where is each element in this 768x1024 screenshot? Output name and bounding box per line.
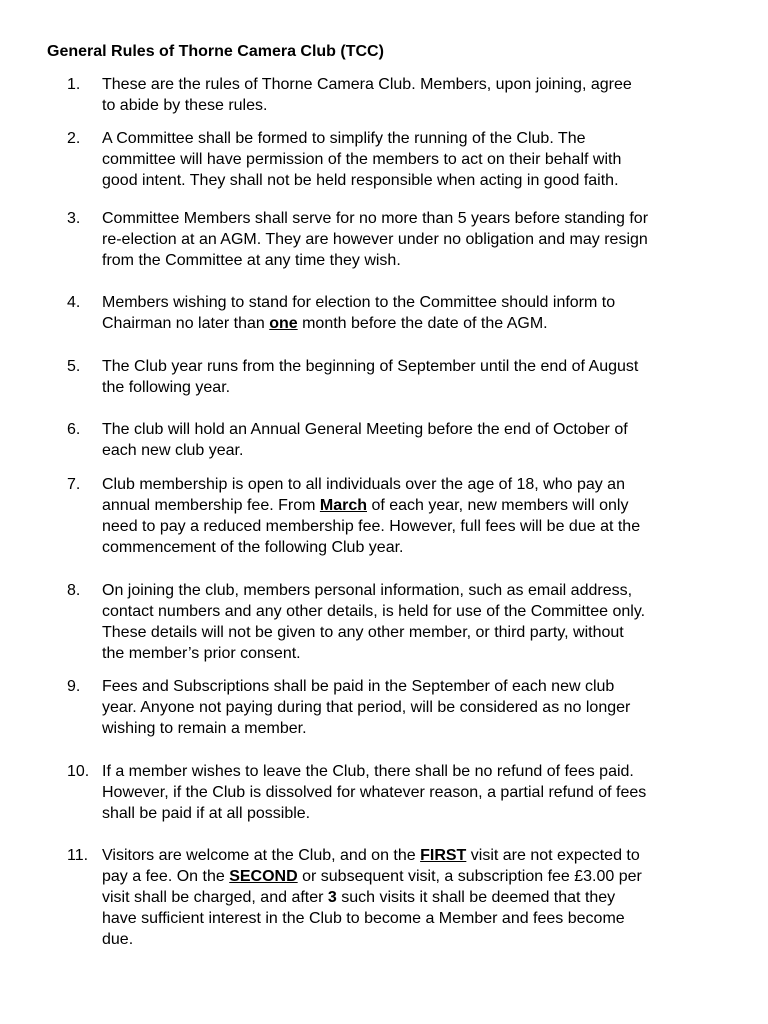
rule-text bbox=[102, 761, 737, 824]
rule-item bbox=[67, 580, 737, 664]
emphasis-text: FIRST bbox=[420, 847, 467, 864]
rule-text bbox=[102, 128, 737, 191]
rule-number: 4. bbox=[67, 294, 81, 311]
emphasis-text: SECOND bbox=[229, 868, 298, 885]
rule-item bbox=[67, 208, 737, 271]
rule-number: 5. bbox=[67, 358, 81, 375]
rule-item bbox=[67, 761, 737, 824]
rule-number: 1. bbox=[67, 76, 81, 93]
rule-number: 7. bbox=[67, 476, 81, 493]
rule-number: 9. bbox=[67, 678, 81, 695]
rule-item bbox=[67, 292, 737, 334]
rule-text-segment: On joining the club, members personal information, such as email address, contact numbers and any other details, is held for use of the Committee only. These details will not be given to any other member, or third party, without the member’s prior consent. bbox=[102, 582, 646, 662]
rule-item bbox=[67, 676, 737, 739]
rule-text-segment: visit are not expected to pay a fee. On the bbox=[102, 847, 640, 885]
rule-text-segment: If a member wishes to leave the Club, there shall be no refund of fees paid. However, if the Club is dissolved for whatever reason, a partial refund of fees shall be paid if at all possible. bbox=[102, 763, 647, 822]
rule-text-segment: Committee Members shall serve for no more than 5 years before standing for re-election at an AGM. They are however under no obligation and may resign from the Committee at any time they wish. bbox=[102, 210, 649, 269]
rule-number: 11. bbox=[67, 847, 89, 864]
rule-text-segment: Visitors are welcome at the Club, and on the bbox=[102, 847, 421, 864]
rule-number: 2. bbox=[67, 130, 81, 147]
rule-text bbox=[102, 292, 737, 334]
rule-number: 3. bbox=[67, 210, 81, 227]
rule-number: 10. bbox=[67, 763, 90, 780]
rule-text-segment: The Club year runs from the beginning of September until the end of August the following year. bbox=[102, 358, 639, 396]
rule-text bbox=[102, 419, 737, 461]
rule-text-segment: These are the rules of Thorne Camera Club. Members, upon joining, agree to abide by these rules. bbox=[102, 76, 632, 114]
rule-text bbox=[102, 356, 737, 398]
rule-text-segment: A Committee shall be formed to simplify the running of the Club. The committee will have permission of the members to act on their behalf with good intent. They shall not be held responsible when acting in good faith. bbox=[102, 130, 622, 189]
rule-text-segment: such visits it shall be deemed that they have sufficient interest in the Club to become a Member and fees become due. bbox=[102, 889, 625, 948]
rule-number: 8. bbox=[67, 582, 81, 599]
rule-item bbox=[67, 74, 737, 116]
rule-item bbox=[67, 474, 737, 558]
rule-text bbox=[102, 74, 737, 116]
rule-item bbox=[67, 356, 737, 398]
rule-text bbox=[102, 845, 737, 950]
page-title: General Rules of Thorne Camera Club (TCC) bbox=[47, 43, 384, 60]
rule-text-segment: Fees and Subscriptions shall be paid in the September of each new club year. Anyone not paying during that period, will be considered as no longer wishing to remain a member. bbox=[102, 678, 631, 737]
emphasis-text: 3 bbox=[327, 889, 337, 906]
rule-item bbox=[67, 419, 737, 461]
rule-text bbox=[102, 580, 737, 664]
emphasis-text: one bbox=[269, 315, 298, 332]
rule-item bbox=[67, 845, 737, 950]
rule-text-segment: The club will hold an Annual General Meeting before the end of October of each new club year. bbox=[102, 421, 628, 459]
rule-text-segment: Club membership is open to all individuals over the age of 18, who pay an annual membership fee. From bbox=[102, 476, 625, 514]
rule-text-segment: of each year, new members will only need to pay a reduced membership fee. However, full fees will be due at the commencement of the following Club year. bbox=[102, 497, 641, 556]
rule-text-segment: Members wishing to stand for election to the Committee should inform to Chairman no later than bbox=[102, 294, 616, 332]
emphasis-text: March bbox=[319, 497, 367, 514]
rule-text bbox=[102, 474, 737, 558]
rule-number: 6. bbox=[67, 421, 81, 438]
rule-item bbox=[67, 128, 737, 191]
rule-text bbox=[102, 676, 737, 739]
rule-text bbox=[102, 208, 737, 271]
rule-text-segment: or subsequent visit, a subscription fee £3.00 per visit shall be charged, and after bbox=[102, 868, 642, 906]
rule-text-segment: month before the date of the AGM. bbox=[297, 315, 548, 332]
